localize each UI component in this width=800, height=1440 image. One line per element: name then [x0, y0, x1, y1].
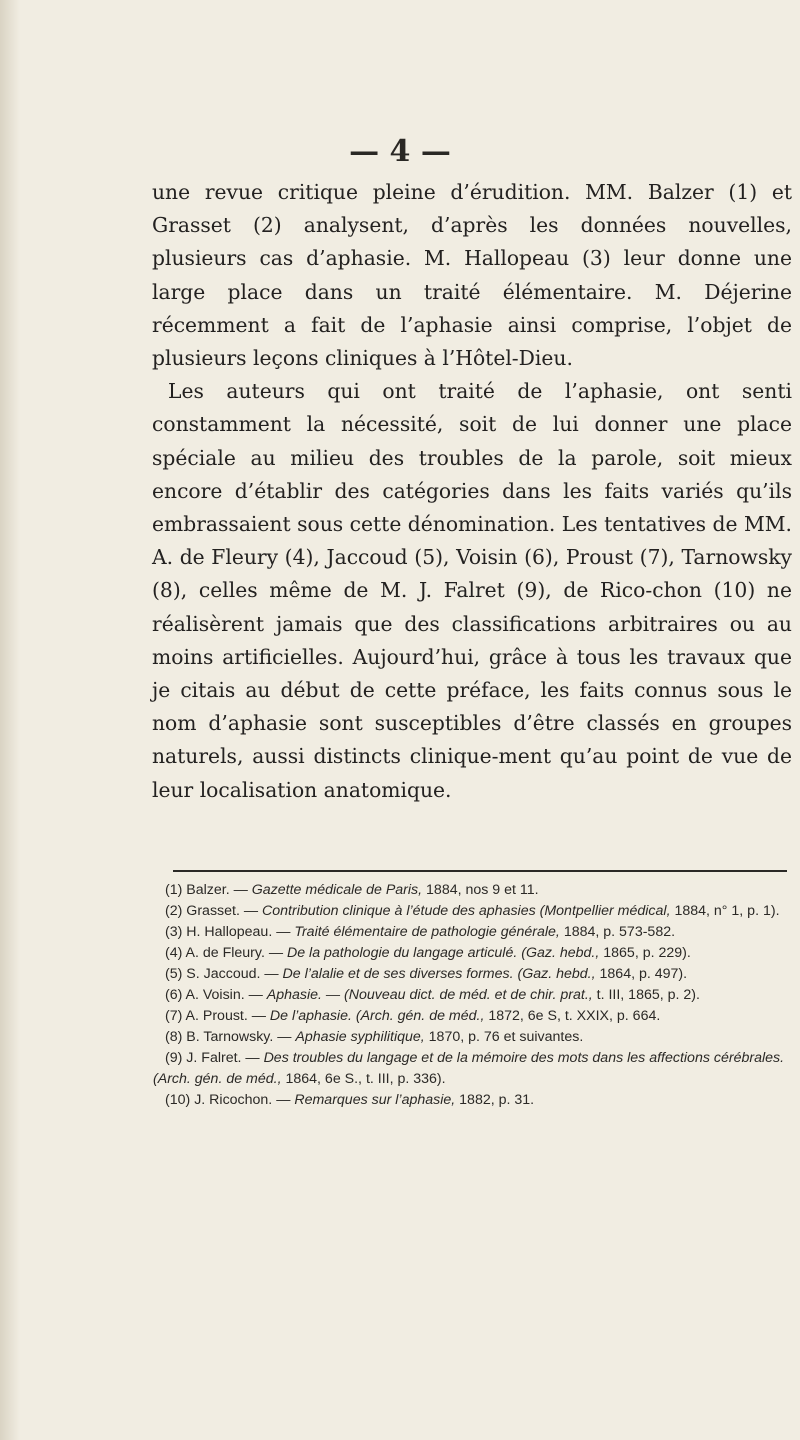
page-number: — 4 —	[349, 134, 451, 169]
footnote-9: (9) J. Falret. — Des troubles du langage et de la mémoire des mots dans les affections cérébrales. (Arch. gén. de méd., 1864, 6e S., t. III, p. 336).	[153, 1050, 785, 1087]
footnote-5: (5) S. Jaccoud. — De l’alalie et de ses diverses formes. (Gaz. hebd., 1864, p. 497).	[165, 966, 688, 982]
paragraph-2: Les auteurs qui ont traité de l’aphasie, ont senti constamment la nécessité, soit de lui donner une place spéciale au milieu des troubles de la parole, soit mieux encore d’établir des catégories dans les faits variés qu’ils embrassaient sous cette dénomination. Les tentatives de MM. A. de Fleury (4), Jaccoud (5), Voisin (6), Proust (7), Tarnowsky (8), celles même de M. J. Falret (9), de Rico-chon (10) ne réalisèrent jamais que des classifications arbitraires ou au moins artificielles. Aujourd’hui, grâce à tous les travaux que je citais au début de cette préface, les faits connus sous le nom d’aphasie sont susceptibles d’être classés en groupes naturels, aussi distincts clinique-ment qu’au point de vue de leur localisation anatomique.	[152, 379, 792, 802]
footnote-10: (10) J. Ricochon. — Remarques sur l’aphasie, 1882, p. 31.	[165, 1092, 535, 1108]
page-spine-shadow	[0, 0, 20, 1440]
footnote-3: (3) H. Hallopeau. — Traité élémentaire de pathologie générale, 1884, p. 573-582.	[165, 924, 676, 940]
footnote-7: (7) A. Proust. — De l’aphasie. (Arch. gén. de méd., 1872, 6e S, t. XXIX, p. 664.	[165, 1008, 661, 1024]
footnote-4: (4) A. de Fleury. — De la pathologie du langage articulé. (Gaz. hebd., 1865, p. 229).	[165, 945, 691, 961]
footnote-2: (2) Grasset. — Contribution clinique à l’étude des aphasies (Montpellier médical, 1884, n° 1, p. 1).	[165, 903, 780, 919]
paragraph-1: une revue critique pleine d’érudition. MM. Balzer (1) et Grasset (2) analysent, d’après les données nouvelles, plusieurs cas d’aphasie. M. Hallopeau (3) leur donne une large place dans un traité élémentaire. M. Déjerine récemment a fait de l’aphasie ainsi comprise, l’objet de plusieurs leçons cliniques à l’Hôtel-Dieu.	[152, 180, 792, 371]
footnotes	[153, 880, 789, 1111]
footnote-8: (8) B. Tarnowsky. — Aphasie syphilitique, 1870, p. 76 et suivantes.	[165, 1029, 584, 1045]
footnote-1: (1) Balzer. — Gazette médicale de Paris, 1884, nos 9 et 11.	[165, 882, 539, 898]
main-text	[152, 176, 792, 807]
footnote-6: (6) A. Voisin. — Aphasie. — (Nouveau dict. de méd. et de chir. prat., t. III, 1865, p. 2).	[165, 987, 700, 1003]
footnote-separator-rule	[173, 870, 787, 872]
